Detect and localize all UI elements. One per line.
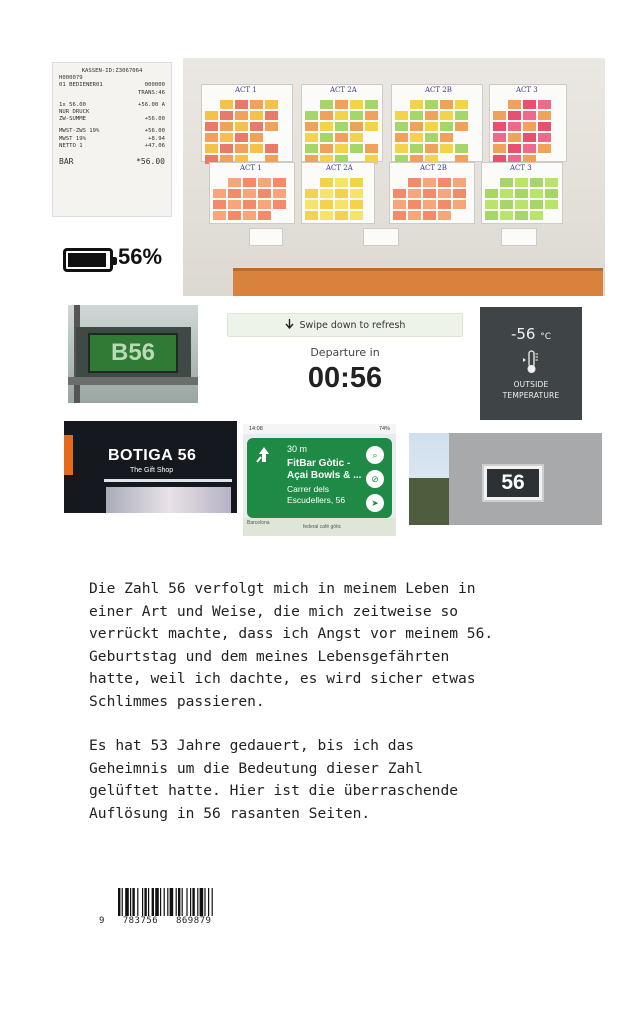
sticky-note <box>205 133 218 142</box>
sticky-note <box>438 189 451 198</box>
sticky-note <box>250 100 263 109</box>
sticky-note <box>250 111 263 120</box>
barcode-bar <box>160 888 161 916</box>
sticky-note <box>508 111 521 120</box>
sticky-note <box>500 178 513 187</box>
barcode-bar <box>118 888 120 916</box>
bench <box>233 268 603 296</box>
navigation-card <box>247 438 392 518</box>
sticky-note <box>485 211 498 220</box>
barcode-bar <box>132 888 134 916</box>
sticky-note <box>220 100 233 109</box>
barcode-bar <box>170 888 174 916</box>
act-label: ACT 3 <box>510 164 532 172</box>
sticky-note <box>508 122 521 131</box>
sticky-note <box>305 200 318 209</box>
sticky-note <box>408 189 421 198</box>
sticky-note <box>305 211 318 220</box>
sticky-note <box>493 144 506 153</box>
barcode-bar <box>200 888 204 916</box>
sticky-note <box>320 189 333 198</box>
receipt-text: ZW-SUMME <box>59 116 86 123</box>
sticky-note <box>350 200 363 209</box>
act-label: ACT 2A <box>326 164 353 172</box>
sticky-note <box>410 122 423 131</box>
sticky-note <box>365 122 378 131</box>
sticky-note <box>350 100 363 109</box>
paper-sheet <box>249 228 283 246</box>
sticky-note <box>250 144 263 153</box>
barcode-bar <box>212 888 213 916</box>
thermometer-icon <box>521 349 541 375</box>
barcode-bar <box>186 888 187 916</box>
sticky-note <box>243 189 256 198</box>
navigation-distance: 30 m <box>287 444 308 454</box>
barcode-bar <box>142 888 143 916</box>
sticky-note <box>258 200 271 209</box>
sticky-note <box>410 100 423 109</box>
receipt-text: +8.94 <box>148 135 165 142</box>
barcode-bar <box>192 888 194 916</box>
sticky-note <box>250 133 263 142</box>
barcode-bar <box>152 888 154 916</box>
sticky-note <box>320 100 333 109</box>
sticky-note <box>440 111 453 120</box>
sticky-note <box>538 144 551 153</box>
sticky-note <box>395 144 408 153</box>
receipt-line: H000079 <box>59 75 83 82</box>
sticky-note <box>243 200 256 209</box>
sticky-note <box>523 133 536 142</box>
sticky-note <box>538 133 551 142</box>
receipt-text: 000000 <box>144 82 165 89</box>
receipt-text: NETTO 1 <box>59 142 83 149</box>
battery-percentage: 56% <box>118 244 163 269</box>
sticky-note <box>538 122 551 131</box>
sticky-note <box>410 111 423 120</box>
sticky-note <box>425 144 438 153</box>
barcode <box>118 888 244 916</box>
sticky-note <box>408 178 421 187</box>
arrow-down-icon <box>285 319 294 332</box>
act-label: ACT 1 <box>235 86 257 94</box>
barcode-bar <box>122 888 123 916</box>
sticky-note <box>320 200 333 209</box>
receipt-row <box>59 143 165 150</box>
sticky-note <box>393 211 406 220</box>
turn-arrow-icon <box>255 446 273 464</box>
navigation-street: Carrer dels Escudellers, 56 <box>287 484 346 505</box>
temperature-widget <box>480 307 582 420</box>
receipt-item-desc: NUR DRUCK <box>59 109 90 116</box>
sticky-note <box>453 189 466 198</box>
sticky-note <box>523 111 536 120</box>
sticky-note <box>320 211 333 220</box>
sticky-note <box>243 178 256 187</box>
sticky-note <box>273 200 286 209</box>
map-city-label: Barcelona <box>247 520 270 526</box>
barcode-bar <box>178 888 180 916</box>
station-sign-text: B56 <box>88 333 178 373</box>
barcode-bar <box>190 888 191 916</box>
barcode-bar <box>208 888 209 916</box>
sticky-note <box>265 100 278 109</box>
sticky-note <box>335 144 348 153</box>
house-number-text: 56 <box>487 469 539 497</box>
sticky-note <box>508 100 521 109</box>
sticky-note <box>425 111 438 120</box>
sticky-note <box>455 111 468 120</box>
temperature-value: -56 °C <box>510 325 552 343</box>
sticky-note <box>508 133 521 142</box>
sticky-note <box>235 144 248 153</box>
sticky-note <box>393 189 406 198</box>
sticky-note <box>410 144 423 153</box>
shop-front-photo <box>64 421 237 513</box>
sticky-note <box>423 178 436 187</box>
navigation-screenshot <box>243 424 396 536</box>
sticky-note <box>493 133 506 142</box>
receipt-text: MWST-ZWS 19% <box>59 128 100 135</box>
sticky-note <box>538 111 551 120</box>
sticky-note <box>500 200 513 209</box>
sticky-note <box>265 144 278 153</box>
status-battery: 74% <box>378 426 390 432</box>
sticky-note <box>440 133 453 142</box>
receipt-text: MWST 19% <box>59 135 86 142</box>
receipt-text: +56.00 <box>144 128 165 135</box>
sticky-note <box>545 178 558 187</box>
station-sign-photo <box>68 305 198 403</box>
sticky-note <box>350 178 363 187</box>
sticky-note <box>320 144 333 153</box>
mute-icon[interactable]: ⊘ <box>366 470 384 488</box>
navigation-destination: FitBar Gòtic - Açai Bowls & ... <box>287 458 362 481</box>
sticky-note <box>335 100 348 109</box>
sticky-note <box>235 122 248 131</box>
sticky-note <box>493 111 506 120</box>
sticky-note <box>410 133 423 142</box>
sticky-note <box>273 189 286 198</box>
sticky-note <box>273 178 286 187</box>
sticky-note <box>453 200 466 209</box>
receipt-trans: TRANS:46 <box>138 89 165 96</box>
sticky-note <box>213 189 226 198</box>
sticky-note <box>530 189 543 198</box>
act-label: ACT 2B <box>420 164 447 172</box>
sticky-note <box>205 122 218 131</box>
sticky-note <box>455 100 468 109</box>
sticky-note <box>243 211 256 220</box>
sticky-note <box>258 211 271 220</box>
barcode-bar <box>125 888 129 916</box>
sticky-note <box>515 189 528 198</box>
sticky-note <box>423 211 436 220</box>
sticky-note <box>530 211 543 220</box>
sticky-note <box>440 144 453 153</box>
swipe-refresh-text: Swipe down to refresh <box>299 319 406 331</box>
sticky-note <box>423 189 436 198</box>
sticky-note <box>425 122 438 131</box>
shop-name: BOTIGA 56 <box>108 447 197 464</box>
sticky-note <box>545 200 558 209</box>
sticky-note <box>508 144 521 153</box>
barcode-bar <box>155 888 159 916</box>
act-label: ACT 3 <box>516 86 538 94</box>
sticky-note <box>228 200 241 209</box>
receipt-row <box>59 128 165 135</box>
sticky-note <box>395 133 408 142</box>
barcode-bar <box>204 888 205 916</box>
sticky-note <box>545 189 558 198</box>
act-label: ACT 1 <box>240 164 262 172</box>
sticky-note <box>220 111 233 120</box>
sticky-note <box>440 100 453 109</box>
sticky-note <box>455 144 468 153</box>
sticky-note <box>320 111 333 120</box>
barcode-bar <box>137 888 138 916</box>
sticky-note <box>538 100 551 109</box>
receipt-total-row <box>59 158 165 165</box>
sticky-note <box>395 122 408 131</box>
sticky-note <box>485 189 498 198</box>
receipt-total: *56.00 <box>136 157 165 167</box>
sticky-note <box>305 189 318 198</box>
sticky-note <box>438 200 451 209</box>
sticky-note <box>365 144 378 153</box>
sticky-note <box>258 189 271 198</box>
sticky-note <box>220 144 233 153</box>
receipt-header: KASSEN-ID:Z3067064 <box>81 68 143 74</box>
temperature-caption-2: TEMPERATURE <box>502 391 560 400</box>
sticky-note <box>335 211 348 220</box>
paper-sheet <box>363 228 399 246</box>
sticky-note <box>393 200 406 209</box>
sticky-note <box>250 122 263 131</box>
sticky-note <box>423 200 436 209</box>
blurb-paragraph-1: Die Zahl 56 verfolgt mich in meinem Leben in einer Art und Weise, die mich zeitweise so verrückt machte, dass ich Angst vor meinem 56. Geburtstag und dem meines Lebensgefährten hatte, weil ich dachte, es wird sicher etwas Schlimmes passieren. <box>89 580 494 710</box>
sticky-note <box>395 111 408 120</box>
sticky-note <box>523 122 536 131</box>
act-label: ACT 2B <box>425 86 452 94</box>
sticky-note <box>220 133 233 142</box>
receipt-row <box>59 82 165 89</box>
sticky-note <box>320 178 333 187</box>
sticky-note <box>265 122 278 131</box>
receipt-text: +47.06 <box>144 142 165 149</box>
barcode-bar <box>167 888 168 916</box>
sticky-note <box>425 133 438 142</box>
barcode-bar <box>197 888 198 916</box>
sticky-note <box>320 122 333 131</box>
barcode-bar <box>176 888 177 916</box>
sticky-note <box>515 200 528 209</box>
sticky-note <box>335 189 348 198</box>
sticky-note <box>350 189 363 198</box>
sticky-note <box>305 122 318 131</box>
sticky-note <box>408 211 421 220</box>
sticky-note <box>265 111 278 120</box>
barcode-bar <box>148 888 149 916</box>
sticky-note <box>228 211 241 220</box>
sticky-note <box>440 122 453 131</box>
sticky-note <box>320 133 333 142</box>
sticky-note <box>235 133 248 142</box>
departure-countdown: 00:56 <box>307 362 383 394</box>
sticky-note <box>335 178 348 187</box>
sticky-note <box>335 122 348 131</box>
sticky-note <box>335 111 348 120</box>
receipt-text: +56.00 <box>144 116 165 123</box>
sticky-note <box>485 200 498 209</box>
sticky-note <box>493 122 506 131</box>
barcode-bar <box>130 888 131 916</box>
barcode-bar <box>182 888 183 916</box>
sticky-note <box>438 178 451 187</box>
map-area <box>243 518 396 536</box>
sticky-note <box>235 100 248 109</box>
phone-status-bar <box>243 424 396 434</box>
barcode-bar <box>144 888 146 916</box>
departure-label: Departure in <box>310 346 380 359</box>
sticky-note <box>523 144 536 153</box>
map-poi-label: federal café gòtic <box>303 524 342 530</box>
sticky-note <box>335 200 348 209</box>
act-label: ACT 2A <box>330 86 357 94</box>
sticky-note <box>350 144 363 153</box>
sticky-note <box>205 144 218 153</box>
isbn-number: 9 783756 869879 <box>99 916 212 926</box>
receipt-text: 01 BEDIENER01 <box>59 82 103 89</box>
sticky-note <box>365 100 378 109</box>
sticky-note <box>523 100 536 109</box>
sticky-note <box>500 211 513 220</box>
sticky-note <box>365 111 378 120</box>
sticky-note <box>220 122 233 131</box>
receipt-row <box>59 136 165 143</box>
sticky-note <box>305 111 318 120</box>
paper-sheet <box>501 228 537 246</box>
sticky-note <box>500 189 513 198</box>
sticky-note <box>350 133 363 142</box>
status-time: 14:08 <box>249 426 263 432</box>
sticky-note <box>213 211 226 220</box>
battery-icon <box>63 248 113 272</box>
sticky-note <box>515 211 528 220</box>
sticky-note <box>515 178 528 187</box>
sticky-note <box>453 178 466 187</box>
sticky-note <box>335 133 348 142</box>
sticky-note <box>455 122 468 131</box>
sticky-note <box>530 178 543 187</box>
sticky-note <box>228 189 241 198</box>
sticky-note <box>438 211 451 220</box>
search-icon[interactable]: ⌕ <box>366 446 384 464</box>
sticky-note <box>305 144 318 153</box>
sticky-note <box>350 211 363 220</box>
sticky-note <box>305 133 318 142</box>
shop-subtitle: The Gift Shop <box>130 467 174 474</box>
blurb-paragraph-2: Es hat 53 Jahre gedauert, bis ich das Geheimnis um die Bedeutung dieser Zahl gelüftet hatte. Hier ist die überraschende Auflösung in 56 rasanten Seiten. <box>89 737 459 822</box>
sticky-note <box>205 111 218 120</box>
receipt-text: BAR <box>59 157 74 167</box>
compass-icon[interactable]: ➤ <box>366 494 384 512</box>
storyboard-photo <box>183 58 605 296</box>
sticky-note <box>425 100 438 109</box>
barcode-bar <box>164 888 165 916</box>
back-cover-blurb <box>89 578 549 825</box>
receipt-row <box>59 102 165 109</box>
sticky-note <box>530 200 543 209</box>
receipt-text: 1x 56.00 <box>59 101 86 108</box>
receipt-photo <box>52 62 172 217</box>
sticky-note <box>258 178 271 187</box>
house-number-photo <box>409 433 602 525</box>
sticky-note <box>235 111 248 120</box>
sticky-note <box>350 111 363 120</box>
sticky-note <box>213 200 226 209</box>
swipe-refresh-bar <box>227 313 463 337</box>
receipt-text: +56.00 A <box>138 101 165 108</box>
sticky-note <box>408 200 421 209</box>
temperature-caption-1: OUTSIDE <box>513 380 549 389</box>
sticky-note <box>350 122 363 131</box>
sticky-note <box>228 178 241 187</box>
receipt-row <box>59 116 165 123</box>
